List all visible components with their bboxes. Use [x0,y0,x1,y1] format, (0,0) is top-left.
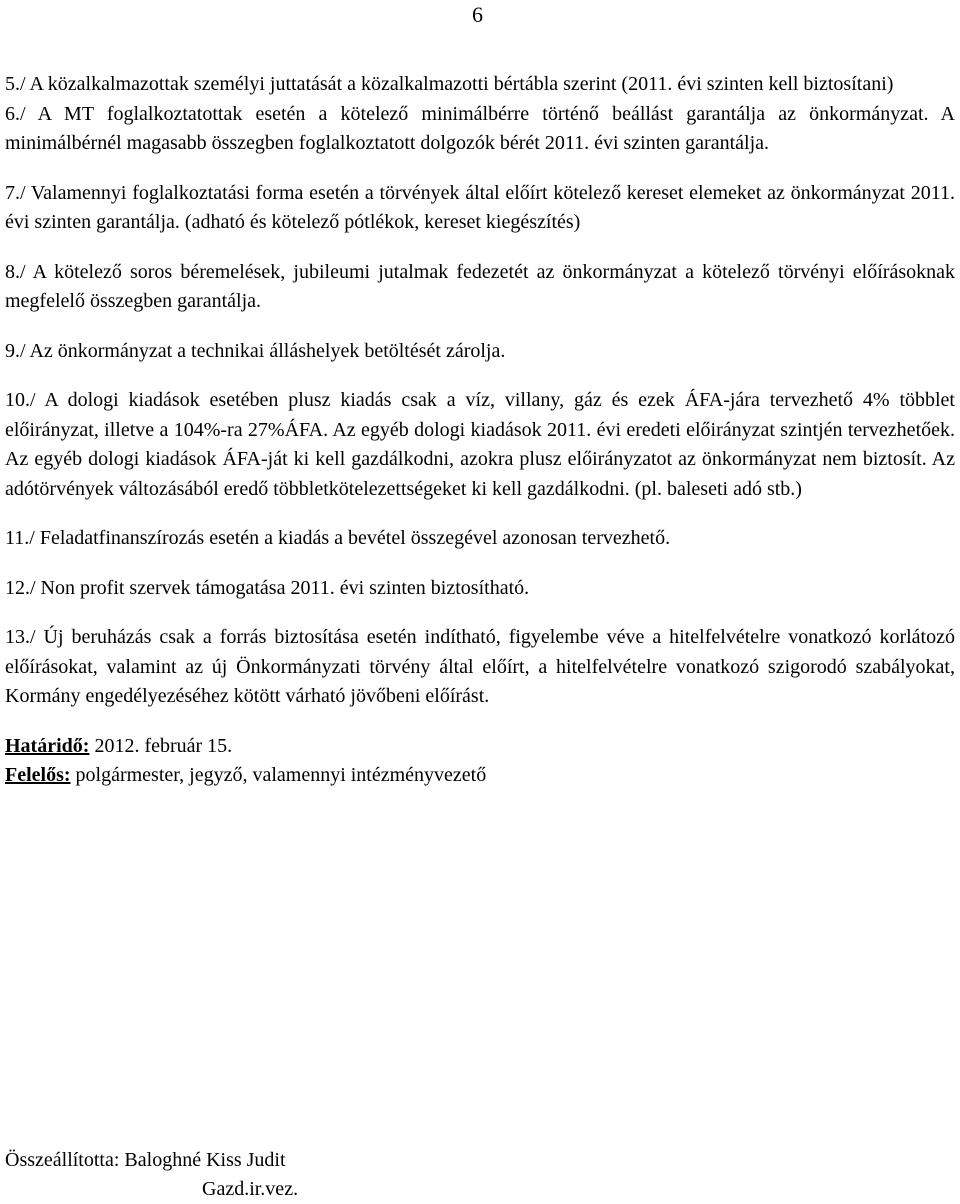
responsible-label: Felelős: [5,764,71,786]
signature-block [5,1146,405,1204]
paragraph-11: 11./ Feladatfinanszírozás esetén a kiadás a bevétel összegével azonosan tervezhető. [5,527,671,549]
paragraph-10: 10./ A dologi kiadások esetében plusz kiadás csak a víz, villany, gáz és ezek ÁFA-jára tervezhető 4% többlet előirányzat, illetve a 104%-ra 27%ÁFA. Az egyéb dologi kiadások 2011. évi eredeti előirányzat szintjén tervezhetőek. Az egyéb dologi kiadások ÁFA-ját ki kell gazdálkodni, azokra plusz előirányzatot az önkormányzat nem biztosít. Az adótörvények változásából eredő többletkötelezettségeket ki kell gazdálkodni. (pl. baleseti adó stb.) [5,389,955,500]
deadline-value: 2012. február 15. [89,734,233,757]
signature-title: Gazd.ir.vez. [202,1178,299,1200]
responsible-value: polgármester, jegyző, valamennyi intézményvezető [70,764,487,786]
signature-author: Összeállította: Baloghné Kiss Judit [5,1149,286,1171]
paragraph-5: 5./ A közalkalmazottak személyi juttatását a közalkalmazotti bértábla szerint (2011. évi szinten kell biztosítani) [5,73,894,95]
paragraph-12: 12./ Non profit szervek támogatása 2011. évi szinten biztosítható. [5,576,530,599]
deadline-line [5,732,955,762]
document-body [5,70,955,791]
paragraph-6: 6./ A MT foglalkoztatottak esetén a kötelező minimálbérre történő beállást garantálja az önkormányzat. A minimálbérnél magasabb összegben foglalkoztatott dolgozók bérét 2011. évi szinten garantálja. [5,102,955,154]
responsible-line [5,761,955,791]
page-number: 6 [472,2,483,27]
paragraph-7: 7./ Valamennyi foglalkoztatási forma esetén a törvények által előírt kötelező kereset elemeket az önkormányzat 2011. évi szinten garantálja. (adható és kötelező pótlékok, kereset kiegészítés) [5,181,955,233]
deadline-label: Határidő: [5,734,90,757]
paragraph-13: 13./ Új beruházás csak a forrás biztosítása esetén indítható, figyelembe véve a hitelfelvételre vonatkozó korlátozó előírásokat, valamint az új Önkormányzati törvény által előírt, a hitelfelvételre vonatkozó szigorodó szabályokat, Kormány engedélyezéséhez kötött várható jövőbeni előírást. [5,626,955,707]
paragraph-8: 8./ A kötelező soros béremelések, jubileumi jutalmak fedezetét az önkormányzat a kötelező törvényi előírásoknak megfelelő összegben garantálja. [5,260,955,312]
paragraph-9: 9./ Az önkormányzat a technikai álláshelyek betöltését zárolja. [5,339,506,362]
